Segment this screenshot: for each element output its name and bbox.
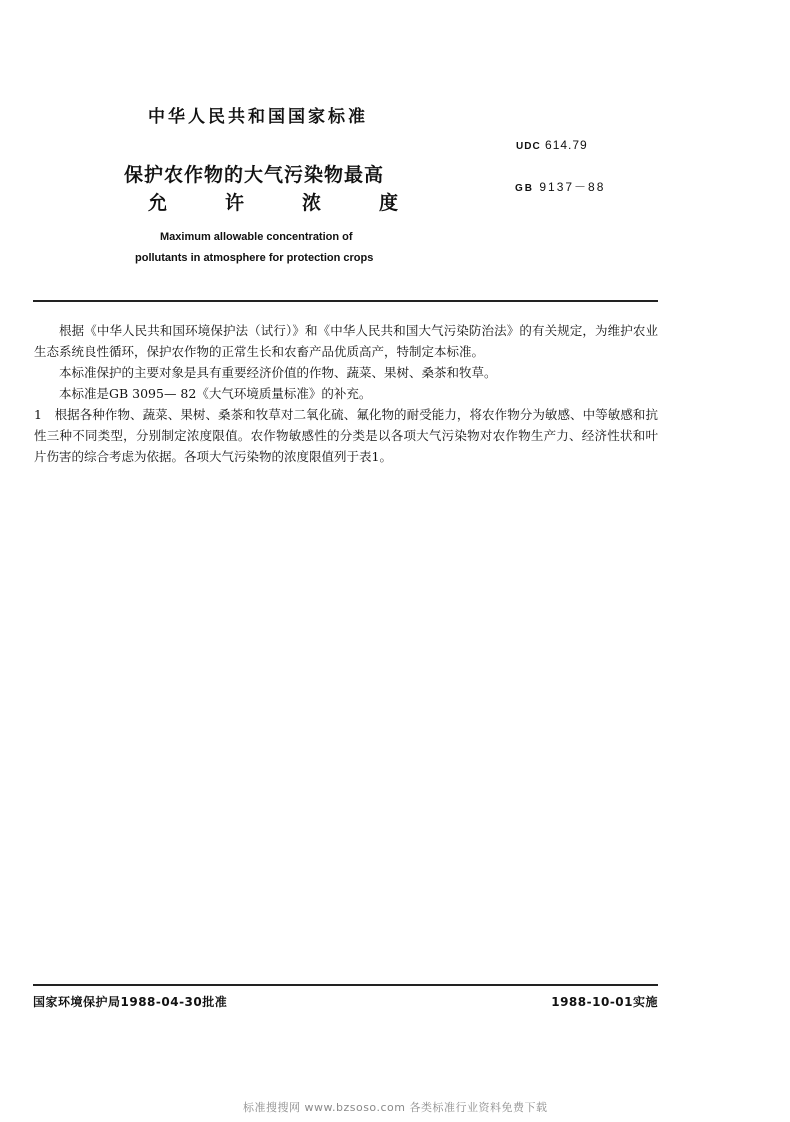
udc-label: UDC <box>516 141 541 152</box>
title-char: 浓 <box>301 192 321 214</box>
implementation-date: 1988-10-01实施 <box>551 995 658 1009</box>
footer-divider <box>33 984 658 986</box>
udc-value: 614.79 <box>545 138 588 152</box>
approval-date: 国家环境保护局1988-04-30批准 <box>33 995 228 1009</box>
title-cn-line1: 保护农作物的大气污染物最高 <box>124 164 385 186</box>
title-en-line2: pollutants in atmosphere for protection crops <box>135 252 374 264</box>
header-divider <box>33 300 658 302</box>
gb-value: 9137－88 <box>539 180 606 194</box>
title-en-line1: Maximum allowable concentration of <box>160 231 353 243</box>
gb-number <box>515 178 605 195</box>
body-paragraph: 本标准保护的主要对象是具有重要经济价值的作物、蔬菜、果树、桑茶和牧草。 <box>59 365 497 380</box>
watermark-text: 标准搜搜网 www.bzsoso.com 各类标准行业资料免费下载 <box>243 1101 548 1114</box>
national-standard-heading: 中华人民共和国国家标准 <box>148 107 368 127</box>
title-char: 许 <box>224 192 244 214</box>
document-body <box>34 320 658 467</box>
body-paragraph: 根据《中华人民共和国环境保护法（试行）》和《中华人民共和国大气污染防治法》的有关规定，为维护农业生态系统良性循环，保护农作物的正常生长和农畜产品优质高产，特制定本标准。 <box>34 323 658 359</box>
udc-code <box>516 138 588 152</box>
body-paragraph: 本标准是GB 3095— 82《大气环境质量标准》的补充。 <box>59 386 372 401</box>
title-char: 允 <box>148 192 168 214</box>
title-char: 度 <box>378 192 398 214</box>
gb-label: GB <box>515 183 534 194</box>
clause-1: 1 根据各种作物、蔬菜、果树、桑茶和牧草对二氧化硫、氟化物的耐受能力，将农作物分为敏感、中等敏感和抗性三种不同类型，分别制定浓度限值。农作物敏感性的分类是以各项大气污染物对农作物生产力、经济性状和叶片伤害的综合考虑为依据。各项大气污染物的浓度限值列于表1。 <box>34 407 658 464</box>
title-cn-line2 <box>148 188 398 215</box>
